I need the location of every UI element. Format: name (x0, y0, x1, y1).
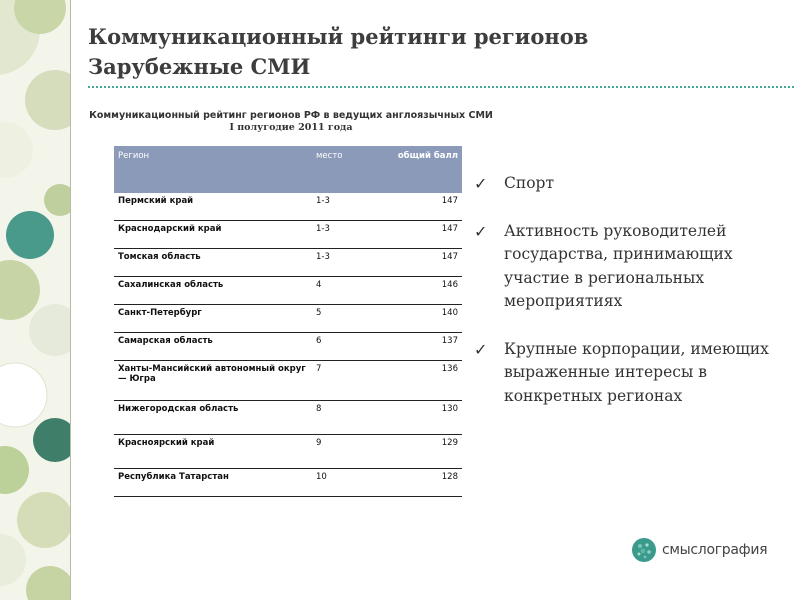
list-item-text: Активность руководителей государства, принимающих участие в региональных мероприятиях (504, 221, 733, 310)
region-cell: Ханты-Мансийский автономный округ — Югра (114, 361, 312, 401)
region-cell: Томская область (114, 249, 312, 277)
table-row (114, 193, 462, 221)
region-cell: Пермский край (114, 193, 312, 221)
place-cell: 10 (312, 469, 380, 497)
list-item (474, 220, 774, 314)
region-cell: Нижегородская область (114, 401, 312, 435)
table-row (114, 221, 462, 249)
checkmark-icon: ✓ (474, 221, 488, 241)
logo-text: смыслография (662, 542, 768, 558)
table-row (114, 277, 462, 305)
header-score: общий балл (380, 146, 462, 193)
list-item-text: Крупные корпорации, имеющих выраженные интересы в конкретных регионах (504, 339, 769, 405)
place-cell: 7 (312, 361, 380, 401)
header-place: место (312, 146, 380, 193)
region-cell: Красноярский край (114, 435, 312, 469)
table-caption (86, 110, 496, 134)
decorative-side-strip (0, 0, 71, 600)
place-cell: 5 (312, 305, 380, 333)
dotted-divider (88, 86, 794, 88)
factor-list (474, 172, 774, 432)
list-item (474, 172, 774, 196)
score-cell: 140 (380, 305, 462, 333)
score-cell: 146 (380, 277, 462, 305)
score-cell: 137 (380, 333, 462, 361)
score-cell: 147 (380, 221, 462, 249)
table-caption-line-1: Коммуникационный рейтинг регионов РФ в ведущих англоязычных СМИ (89, 110, 493, 121)
slide-title (88, 22, 588, 82)
region-cell: Самарская область (114, 333, 312, 361)
score-cell: 136 (380, 361, 462, 401)
place-cell: 8 (312, 401, 380, 435)
place-cell: 4 (312, 277, 380, 305)
place-cell: 9 (312, 435, 380, 469)
table-row (114, 333, 462, 361)
table-header-row (114, 146, 462, 193)
table-caption-line-2: I полугодие 2011 года (229, 122, 353, 133)
company-logo (631, 537, 767, 563)
region-cell: Сахалинская область (114, 277, 312, 305)
table-row (114, 249, 462, 277)
place-cell: 1-3 (312, 221, 380, 249)
table-row (114, 361, 462, 401)
rating-table (114, 146, 462, 497)
place-cell: 6 (312, 333, 380, 361)
region-cell: Краснодарский край (114, 221, 312, 249)
table-row (114, 401, 462, 435)
place-cell: 1-3 (312, 249, 380, 277)
checkmark-icon: ✓ (474, 174, 488, 193)
checkmark-icon: ✓ (474, 339, 488, 359)
slide-title-line-1: Коммуникационный рейтинги регионов (88, 24, 589, 49)
list-item-text: Спорт (504, 174, 555, 192)
slide-title-line-2: Зарубежные СМИ (88, 54, 311, 79)
decorative-circles (0, 0, 70, 600)
score-cell: 129 (380, 435, 462, 469)
score-cell: 147 (380, 193, 462, 221)
score-cell: 128 (380, 469, 462, 497)
list-item (474, 338, 774, 409)
score-cell: 130 (380, 401, 462, 435)
table-row (114, 469, 462, 497)
table-row (114, 435, 462, 469)
header-region: Регион (114, 146, 312, 193)
place-cell: 1-3 (312, 193, 380, 221)
region-cell: Республика Татарстан (114, 469, 312, 497)
table-row (114, 305, 462, 333)
region-cell: Санкт-Петербург (114, 305, 312, 333)
score-cell: 147 (380, 249, 462, 277)
dotted-circle-logo-icon (631, 537, 657, 563)
